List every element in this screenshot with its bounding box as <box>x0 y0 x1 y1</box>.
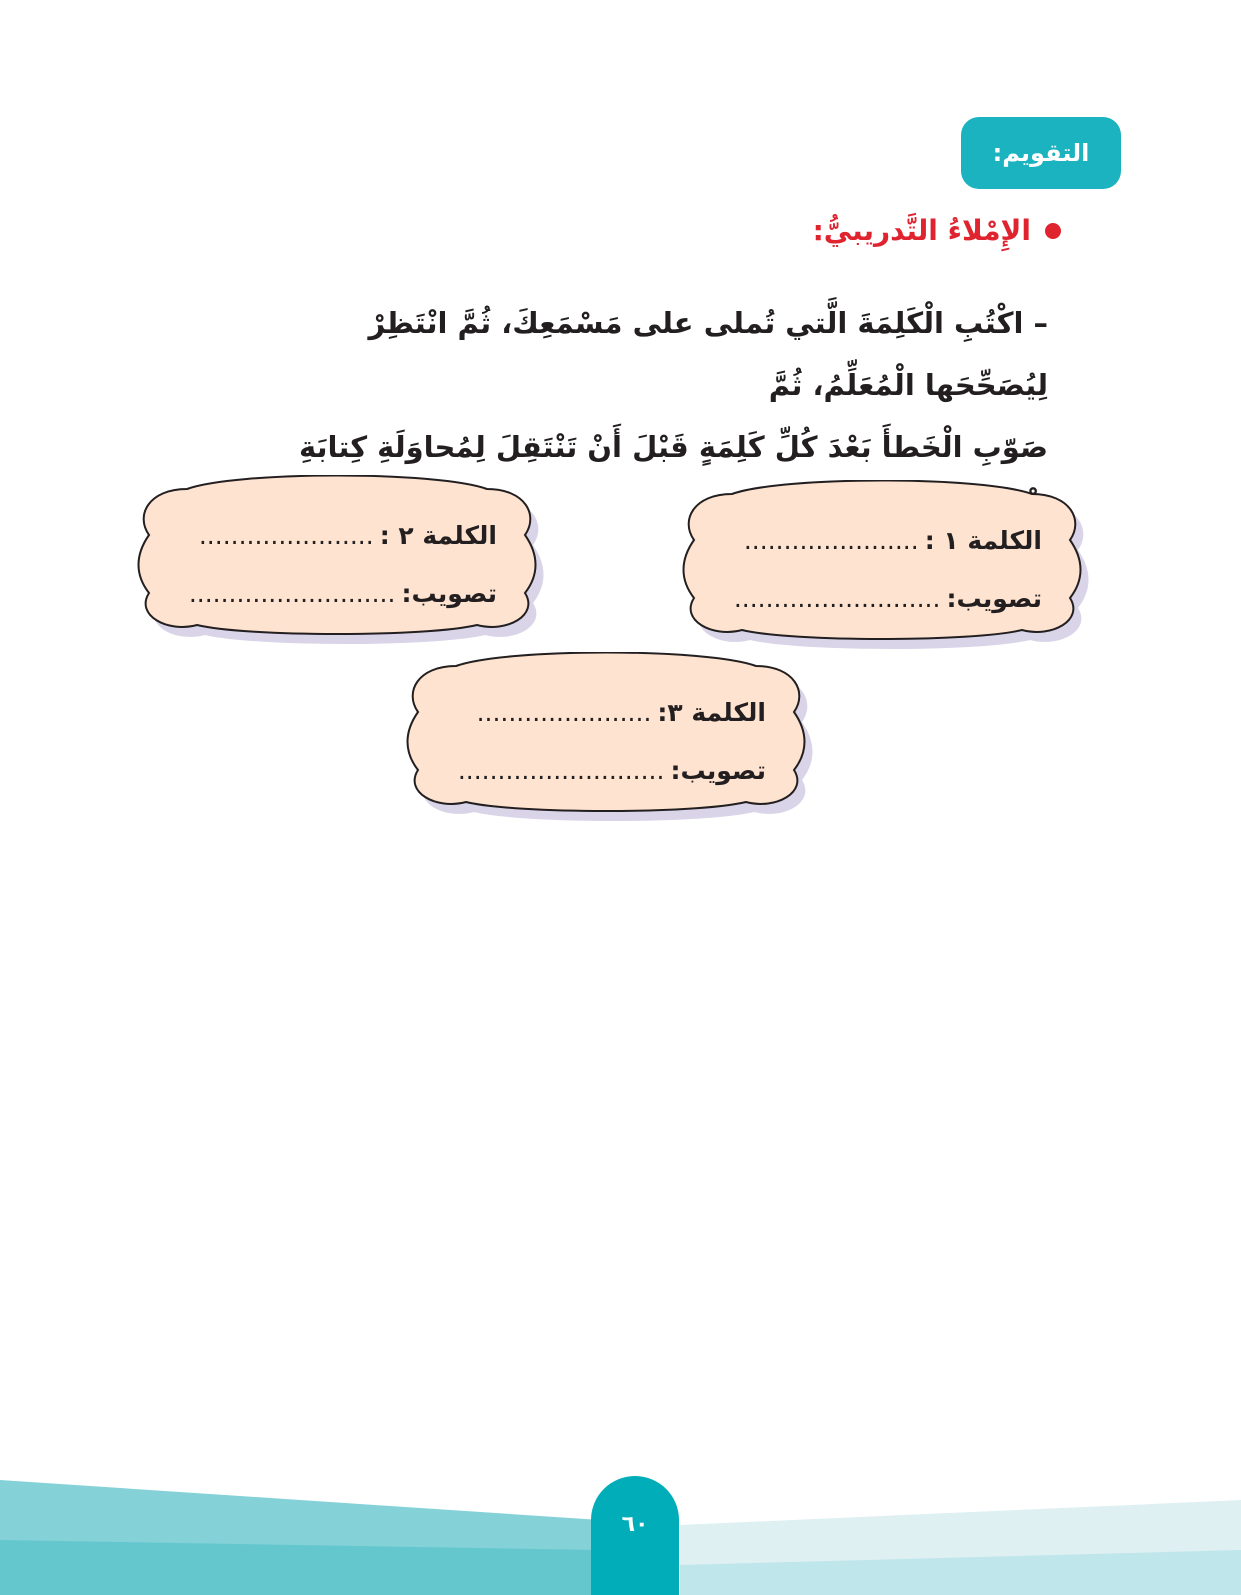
correction-label: تصويب: <box>946 584 1042 613</box>
section-header-title: التقويم: <box>992 139 1090 167</box>
cloud-2-content <box>189 507 497 623</box>
word-label: الكلمة ١ : <box>924 526 1042 555</box>
word-answer-line[interactable]: ...................... <box>198 521 374 550</box>
correction-answer-line[interactable]: .......................... <box>457 756 665 785</box>
word-label: الكلمة ٣: <box>657 698 766 727</box>
exercise-heading <box>813 214 1061 247</box>
word-row <box>189 507 497 565</box>
instruction-line-1: – اكْتُبِ الْكَلِمَةَ الَّتي تُملى على مَسْمَعِكَ، ثُمَّ انْتَظِرْ لِيُصَحِّحَها الْمُعَلِّمُ، ثُمَّ <box>368 306 1048 402</box>
word-label: الكلمة ٢ : <box>379 521 497 550</box>
cloud-1-content <box>734 512 1042 628</box>
word-cloud-3 <box>396 652 816 812</box>
word-row <box>458 684 766 742</box>
instruction-line-2: صَوّبِ الْخَطأَ بَعْدَ كُلِّ كَلِمَةٍ قَبْلَ أَنْ تَنْتَقِلَ لِمُحاوَلَةِ كِتابَةِ <box>299 430 1048 464</box>
word-answer-line[interactable]: ...................... <box>476 698 652 727</box>
correction-row <box>189 565 497 623</box>
correction-answer-line[interactable]: .......................... <box>188 579 396 608</box>
correction-label: تصويب: <box>401 579 497 608</box>
exercise-heading-title: الإِمْلاءُ التَّدريبيُّ: <box>812 214 1031 247</box>
word-row <box>734 512 1042 570</box>
section-header-tab <box>961 117 1121 189</box>
page-number-tab <box>591 1476 679 1595</box>
word-cloud-2 <box>127 475 547 635</box>
correction-row <box>458 742 766 800</box>
page-number: ٦٠ <box>621 1512 649 1537</box>
correction-answer-line[interactable]: .......................... <box>733 584 941 613</box>
correction-label: تصويب: <box>670 756 766 785</box>
cloud-3-content <box>458 684 766 800</box>
bullet-icon <box>1045 223 1061 239</box>
word-answer-line[interactable]: ...................... <box>743 526 919 555</box>
correction-row <box>734 570 1042 628</box>
word-cloud-1 <box>672 480 1092 640</box>
